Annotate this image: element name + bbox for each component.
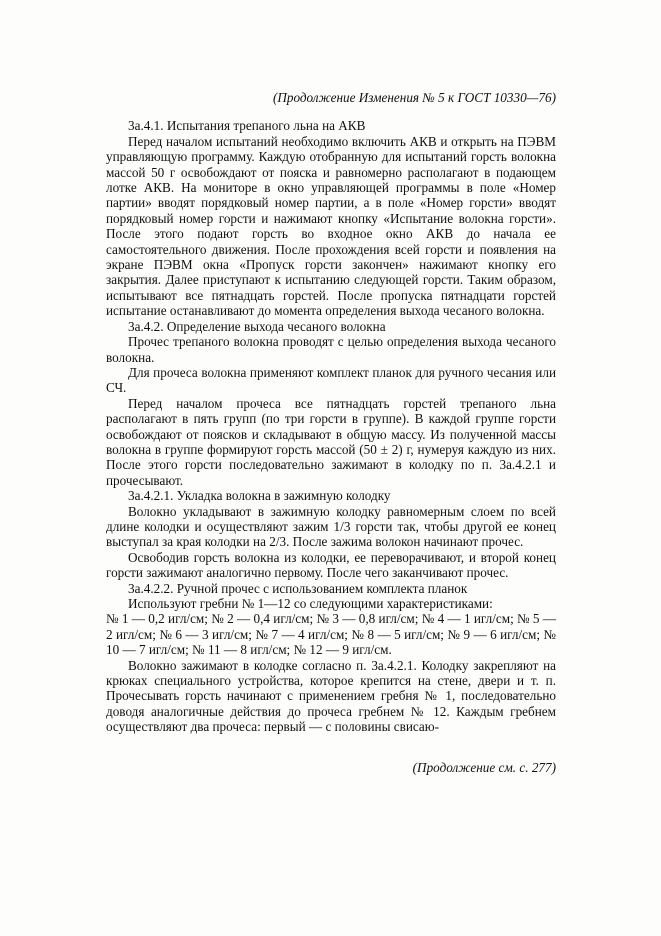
comb-specs-list: № 1 — 0,2 игл/см; № 2 — 0,4 игл/см; № 3 — 0,8 игл/см; № 4 — 1 игл/см; № 5 — 2 игл/см; № 6 — 3 игл/см; № 7 — 4 игл/см; № 8 — 5 игл/см; № 9 — 6 игл/см; № 10 — 7 игл/см; № 11 — 8 игл/см; № 12 — 9 игл/см. — [106, 611, 557, 658]
paragraph: Прочес трепаного волокна проводят с целью определения выхода чесаного волокна. — [106, 334, 556, 365]
paragraph: Используют гребни № 1—12 со следующими характеристиками: — [128, 596, 493, 611]
section-heading-3a421: 3а.4.2.1. Укладка волокна в зажимную колодку — [128, 488, 391, 504]
continuation-header-note: (Продолжение Изменения № 5 к ГОСТ 10330—76) — [272, 90, 556, 105]
paragraph: Освободив горсть волокна из колодки, ее переворачивают, и второй конец горсти зажимают аналогично первому. После чего заканчивают прочес. — [106, 549, 556, 581]
paragraph: Перед началом испытаний необходимо включить АКВ и открыть на ПЭВМ управляющую программу. Каждую отобранную для испытаний горсть волокна массой 50 г освобождают от пояска и равномерно располагают в подающем лотке АКВ. На мониторе в окно управляющей программы в поле «Номер партии» вводят порядковый номер партии, а в поле «Номер горсти» вводят порядковый номер горсти и нажимают кнопку «Испытание волокна горсти». После этого подают горсть во входное окно АКВ до начала ее самостоятельного движения. После прохождения всей горсти и появления на экране ПЭВМ окна «Пропуск горсти закончен» нажимают кнопку его закрытия. Далее приступают к испытанию следующей горсти. Таким образом, испытывают все пятнадцать горстей. После пропуска пятнадцати горстей испытание останавливают до момента определения выхода чесаного волокна. — [106, 133, 556, 319]
continuation-footer-note: (Продолжение см. с. 277) — [412, 759, 556, 775]
text-column — [106, 90, 556, 775]
section-heading-3a41: 3а.4.1. Испытания трепаного льна на АКВ — [128, 118, 366, 134]
paragraph: Перед началом прочеса все пятнадцать горстей трепаного льна располагают в пять групп (по три горсти в группе). В каждой группе горсти освобождают от поясков и складывают в общую массу. Из полученной массы волокна в группе формируют горсть массой (50 ± 2) г, нумеруя каждую из них. После этого горсти последовательно зажимают в колодку по п. 3а.4.2.1 и прочесывают. — [106, 395, 556, 488]
paragraph: Для прочеса волокна применяют комплект планок для ручного чесания или СЧ. — [106, 364, 556, 396]
section-heading-3a42: 3а.4.2. Определение выхода чесаного волокна — [128, 318, 386, 334]
paragraph: Волокно укладывают в зажимную колодку равномерным слоем по всей длине колодки и осуществляют зажим 1/3 горсти так, чтобы другой ее конец выступал за края колодки на 2/3. После зажима волокон начинают прочес. — [106, 503, 556, 550]
section-heading-3a422: 3а.4.2.2. Ручной прочес с использованием комплекта планок — [128, 580, 468, 596]
paragraph: Волокно зажимают в колодке согласно п. 3а.4.2.1. Колодку закрепляют на крюках специального устройства, которое крепится на стене, двери и т. п. Прочесывать горсть начинают с применением гребня № 1, последовательно доводя аналогичные действия до прочеса гребнем № 12. Каждым гребнем осуществляют два прочеса: первый — с половины свисаю- — [106, 657, 556, 735]
